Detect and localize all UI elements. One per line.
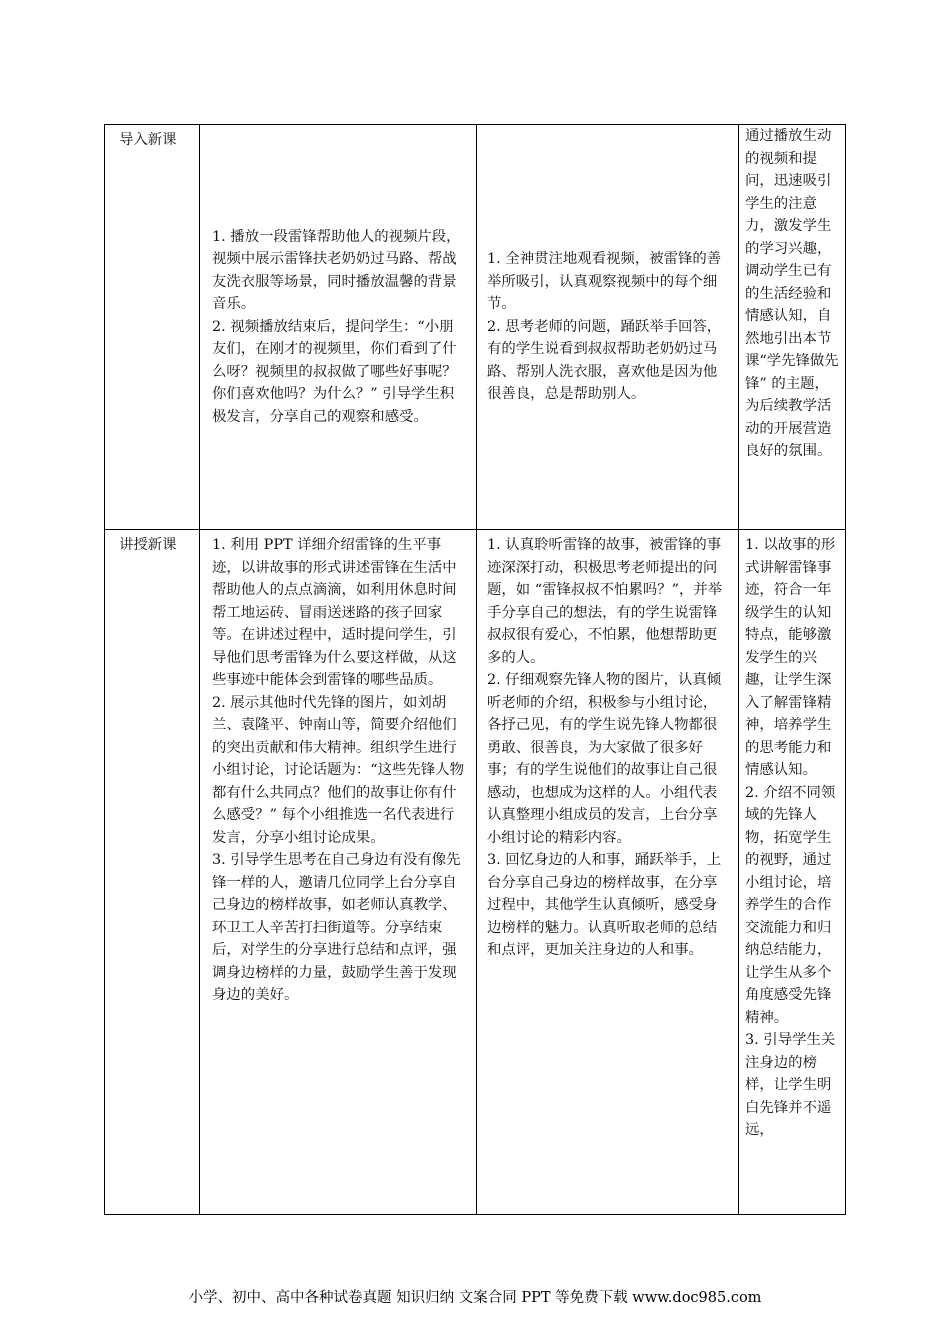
section-title: 导入新课 — [119, 132, 177, 148]
paragraph: 通过播放生动的视频和提问，迅速吸引学生的注意力，激发学生的学习兴趣，调动学生已有的生活经验和情感认知，自然地引出本节课“学先锋做先锋” 的主题，为后续教学活动的开展营造良好的氛围。 — [745, 128, 839, 459]
paragraph: 1. 认真聆听雷锋的故事，被雷锋的事迹深深打动，积极思考老师提出的问题，如 “雷锋叔叔不怕累吗？”，并举手分享自己的想法，有的学生说雷锋叔叔很有爱心，不怕累，他想帮助更多的人。 — [487, 537, 723, 666]
paragraph: 3. 引导学生关注身边的榜样，让学生明白先锋并不遥远， — [745, 1032, 836, 1138]
section-label — [105, 530, 200, 1214]
paragraph: 3. 引导学生思考在自己身边有没有像先锋一样的人，邀请几位同学上台分享自己身边的榜样故事，如老师认真教学、环卫工人辛苦打扫街道等。分享结束后，对学生的分享进行总结和点评，强调身边榜样的力量，鼓励学生善于发现身边的美好。 — [212, 852, 461, 1003]
paragraph: 1. 全神贯注地观看视频，被雷锋的善举所吸引，认真观察视频中的每个细节。 — [487, 251, 722, 313]
paragraph: 2. 思考老师的问题，踊跃举手回答，有的学生说看到叔叔帮助老奶奶过马路、帮别人洗衣服，喜欢他是因为他很善良，总是帮助别人。 — [487, 318, 722, 403]
table-row-teaching — [104, 529, 846, 1215]
design-intent-cell — [739, 125, 845, 529]
paragraph: 2. 展示其他时代先锋的图片，如刘胡兰、袁隆平、钟南山等，简要介绍他们的突出贡献和伟大精神。组织学生进行小组讨论，讨论话题为：“这些先锋人物都有什么共同点？他们的故事让你有什么感受？” 每个小组推选一名代表进行发言，分享小组讨论成果。 — [212, 694, 464, 846]
paragraph: 3. 回忆身边的人和事，踊跃举手，上台分享自己身边的榜样故事，在分享过程中，其他学生认真倾听，感受身边榜样的魅力。认真听取老师的总结和点评，更加关注身边的人和事。 — [487, 852, 722, 958]
table-row-intro — [104, 124, 846, 530]
page-footer: 小学、初中、高中各种试卷真题 知识归纳 文案合同 PPT 等免费下载 www.doc985.com — [188, 1290, 762, 1306]
paragraph: 1. 以故事的形式讲解雷锋事迹，符合一年级学生的认知特点，能够激发学生的兴趣，让学生深入了解雷锋精神，培养学生的思考能力和情感认知。 — [745, 537, 836, 778]
paragraph: 2. 视频播放结束后，提问学生：“小朋友们，在刚才的视频里，你们看到了什么呀？视频里的叔叔做了哪些好事呢？你们喜欢他吗？为什么？” 引导学生积极发言，分享自己的观察和感受。 — [212, 318, 457, 425]
student-activity-cell — [477, 530, 739, 1214]
section-label — [105, 125, 200, 529]
student-activity-cell — [477, 125, 739, 529]
paragraph: 1. 播放一段雷锋帮助他人的视频片段，视频中展示雷锋扶老奶奶过马路、帮战友洗衣服等场景，同时播放温馨的背景音乐。 — [212, 228, 461, 313]
paragraph: 1. 利用 PPT 详细介绍雷锋的生平事迹，以讲故事的形式讲述雷锋在生活中帮助他人的点点滴滴，如利用休息时间帮工地运砖、冒雨送迷路的孩子回家等。在讲述过程中，适时提问学生，引导他们思考雷锋为什么要这样做，从这些事迹中能体会到雷锋的哪些品质。 — [212, 537, 457, 688]
design-intent-cell — [739, 530, 845, 1214]
paragraph: 2. 仔细观察先锋人物的图片，认真倾听老师的介绍，积极参与小组讨论，各抒己见，有的学生说先锋人物都很勇敢、很善良，为大家做了很多好事；有的学生说他们的故事让自己很感动，也想成为这样的人。小组代表认真整理小组成员的发言，上台分享小组讨论的精彩内容。 — [487, 672, 722, 846]
teacher-activity-cell — [200, 530, 477, 1214]
paragraph: 2. 介绍不同领域的先锋人物，拓宽学生的视野，通过小组讨论，培养学生的合作交流能力和归纳总结能力，让学生从多个角度感受先锋精神。 — [745, 784, 836, 1026]
teacher-activity-cell — [200, 125, 477, 529]
section-title: 讲授新课 — [119, 537, 177, 553]
